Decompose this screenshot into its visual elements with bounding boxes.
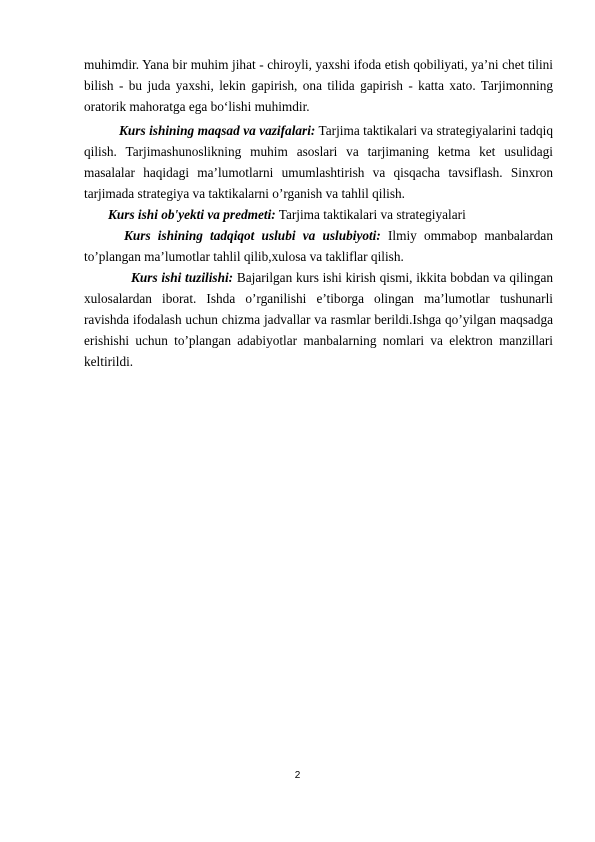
paragraph-heading: Kurs ishi ob'yekti va predmeti: [108, 207, 276, 222]
paragraph-methodology [84, 225, 553, 267]
paragraph-text: Ilmiy ommabop manbalardan to’plangan ma’lumotlar tahlil qilib,xulosa va takliflar qilish. [84, 228, 553, 264]
paragraph-heading: Kurs ishining tadqiqot uslubi va uslubiyoti: [124, 228, 381, 243]
paragraph-text: Tarjima taktikalari va strategiyalarini tadqiq qilish. Tarjimashunoslikning muhim asoslari va tarjimaning ketma ket usulidagi masalalar haqidagi ma’lumotlarni umumlashtirish va qisqacha tavsiflash. Sinxron tarjimada strategiya va taktikalarni o’rganish va tahlil qilish. [84, 123, 553, 201]
paragraph-goals [84, 120, 553, 204]
paragraph-object-subject [84, 204, 553, 225]
page-body [84, 54, 553, 372]
page-number: 2 [294, 770, 301, 781]
paragraph-text: Bajarilgan kurs ishi kirish qismi, ikkita bobdan va qilingan xulosalardan iborat. Ishda o’rganilishi e’tiborga olingan ma’lumotlar tushunarli ravishda ifodalash uchun chizma jadvallar va rasmlar berildi.Ishga qo’yilgan maqsadga erishishi uchun to’plangan adabiyotlar manbalarning nomlari va elektron manzillari keltirildi. [84, 270, 554, 369]
paragraph-heading: Kurs ishi tuzilishi: [131, 270, 234, 285]
paragraph-structure [84, 267, 553, 372]
paragraph-intro-continuation [84, 54, 553, 117]
paragraph-text: Tarjima taktikalari va strategiyalari [275, 207, 466, 222]
paragraph-heading: Kurs ishining maqsad va vazifalari: [119, 123, 316, 138]
paragraph-text: muhimdir. Yana bir muhim jihat - chiroyli, yaxshi ifoda etish qobiliyati, ya’ni chet tilini bilish - bu juda yaxshi, lekin gapirish, ona tilida gapirish - katta xato. Tarjimonning oratorik mahoratga ega bo‘lishi muhimdir. [84, 57, 553, 114]
